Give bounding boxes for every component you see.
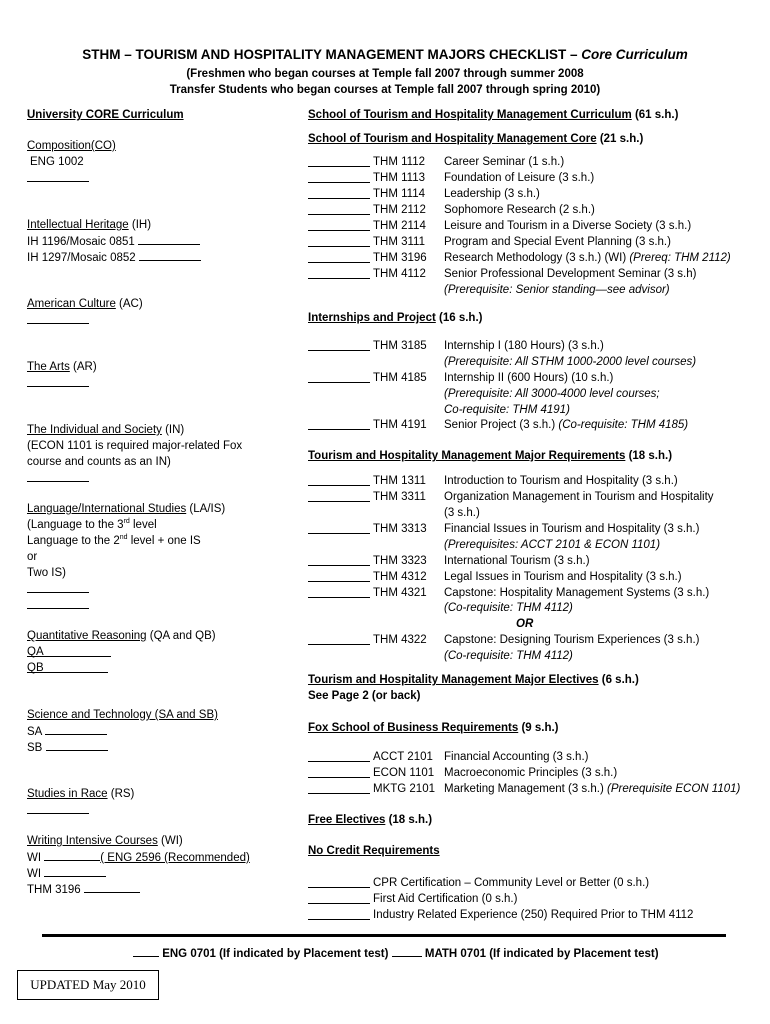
ih-1196-row[interactable]: IH 1196/Mosaic 0851 xyxy=(27,233,200,250)
ac-heading: American Culture (AC) xyxy=(27,298,143,310)
composition-eng1002: ENG 1002 xyxy=(30,156,84,168)
la-line-two-is: Two IS) xyxy=(27,567,66,579)
wi-row-1[interactable]: WI ( ENG 2596 (Recommended) xyxy=(27,849,250,866)
composition-blank[interactable] xyxy=(27,170,89,187)
ar-blank[interactable] xyxy=(27,375,89,392)
prereq-note: (Prerequisite: Senior standing—see advisor) xyxy=(444,284,670,296)
coreq-note: (Co-requisite: THM 4112) xyxy=(444,650,573,662)
major-req-heading: Tourism and Hospitality Management Major Requirements (18 s.h.) xyxy=(308,450,673,462)
updated-stamp: UPDATED May 2010 xyxy=(17,970,159,1000)
wi-thm3196-row[interactable]: THM 3196 xyxy=(27,881,140,898)
page-title: STHM – TOURISM AND HOSPITALITY MANAGEMENT MAJORS CHECKLIST – Core Curriculum xyxy=(82,47,688,62)
coreq-note: (Co-requisite: THM 4112) xyxy=(444,602,573,614)
fox-heading: Fox School of Business Requirements (9 s.h.) xyxy=(308,722,559,734)
la-line-or: or xyxy=(27,551,38,563)
subtitle-transfer: Transfer Students who began courses at Temple fall 2007 through spring 2010) xyxy=(169,84,601,96)
composition-heading: Composition(CO) xyxy=(27,140,116,152)
free-electives-heading: Free Electives (18 s.h.) xyxy=(308,814,433,826)
subtitle-freshmen: (Freshmen who began courses at Temple fall 2007 through summer 2008 xyxy=(186,68,584,80)
prereq-note: (Prerequisite: All 3000-4000 level courses; xyxy=(444,388,660,400)
sthm-curriculum-heading: School of Tourism and Hospitality Management Curriculum (61 s.h.) xyxy=(308,109,679,121)
footer-rule xyxy=(42,934,726,937)
la-line-2: Language to the 2nd level + one IS xyxy=(27,534,201,547)
prereq-note: (Prerequisite: All STHM 1000-2000 level courses) xyxy=(444,356,697,368)
sthm-core-heading: School of Tourism and Hospitality Management Core (21 s.h.) xyxy=(308,133,644,145)
course-hours-continued: (3 s.h.) xyxy=(444,507,480,519)
la-blank-1[interactable] xyxy=(27,581,89,598)
qa-row[interactable]: QA xyxy=(27,644,111,660)
placement-row[interactable]: ENG 0701 (If indicated by Placement test) MATH 0701 (If indicated by Placement test) xyxy=(133,945,659,962)
university-core-heading: University CORE Curriculum xyxy=(27,109,184,121)
no-credit-heading: No Credit Requirements xyxy=(308,845,440,857)
la-line-1: (Language to the 3rd level xyxy=(27,518,157,531)
qb-row[interactable]: QB xyxy=(27,660,108,676)
sa-row[interactable]: SA xyxy=(27,723,107,740)
prereq-note: (Prerequisites: ACCT 2101 & ECON 1101) xyxy=(444,539,661,551)
see-page-2: See Page 2 (or back) xyxy=(308,690,421,702)
ih-1297-row[interactable]: IH 1297/Mosaic 0852 xyxy=(27,249,201,266)
coreq-note: Co-requisite: THM 4191) xyxy=(444,404,570,416)
la-heading: Language/International Studies (LA/IS) xyxy=(27,503,226,515)
in-heading: The Individual and Society (IN) xyxy=(27,424,185,436)
wi-row-2[interactable]: WI xyxy=(27,865,106,882)
race-heading: Studies in Race (RS) xyxy=(27,788,135,800)
internships-heading: Internships and Project (16 s.h.) xyxy=(308,312,483,324)
qr-heading: Quantitative Reasoning (QA and QB) xyxy=(27,630,216,642)
race-blank[interactable] xyxy=(27,802,89,819)
ih-heading: Intellectual Heritage (IH) xyxy=(27,219,152,231)
science-heading: Science and Technology (SA and SB) xyxy=(27,709,218,721)
wi-heading: Writing Intensive Courses (WI) xyxy=(27,835,183,847)
or-label: OR xyxy=(516,618,534,630)
la-blank-2[interactable] xyxy=(27,597,89,614)
sb-row[interactable]: SB xyxy=(27,739,108,756)
in-note-2: course and counts as an IN) xyxy=(27,456,171,468)
ar-heading: The Arts (AR) xyxy=(27,361,97,373)
major-electives-heading: Tourism and Hospitality Management Major Electives (6 s.h.) xyxy=(308,674,639,686)
ac-blank[interactable] xyxy=(27,312,89,329)
in-note-1: (ECON 1101 is required major-related Fox xyxy=(27,440,243,452)
in-blank[interactable] xyxy=(27,470,89,487)
